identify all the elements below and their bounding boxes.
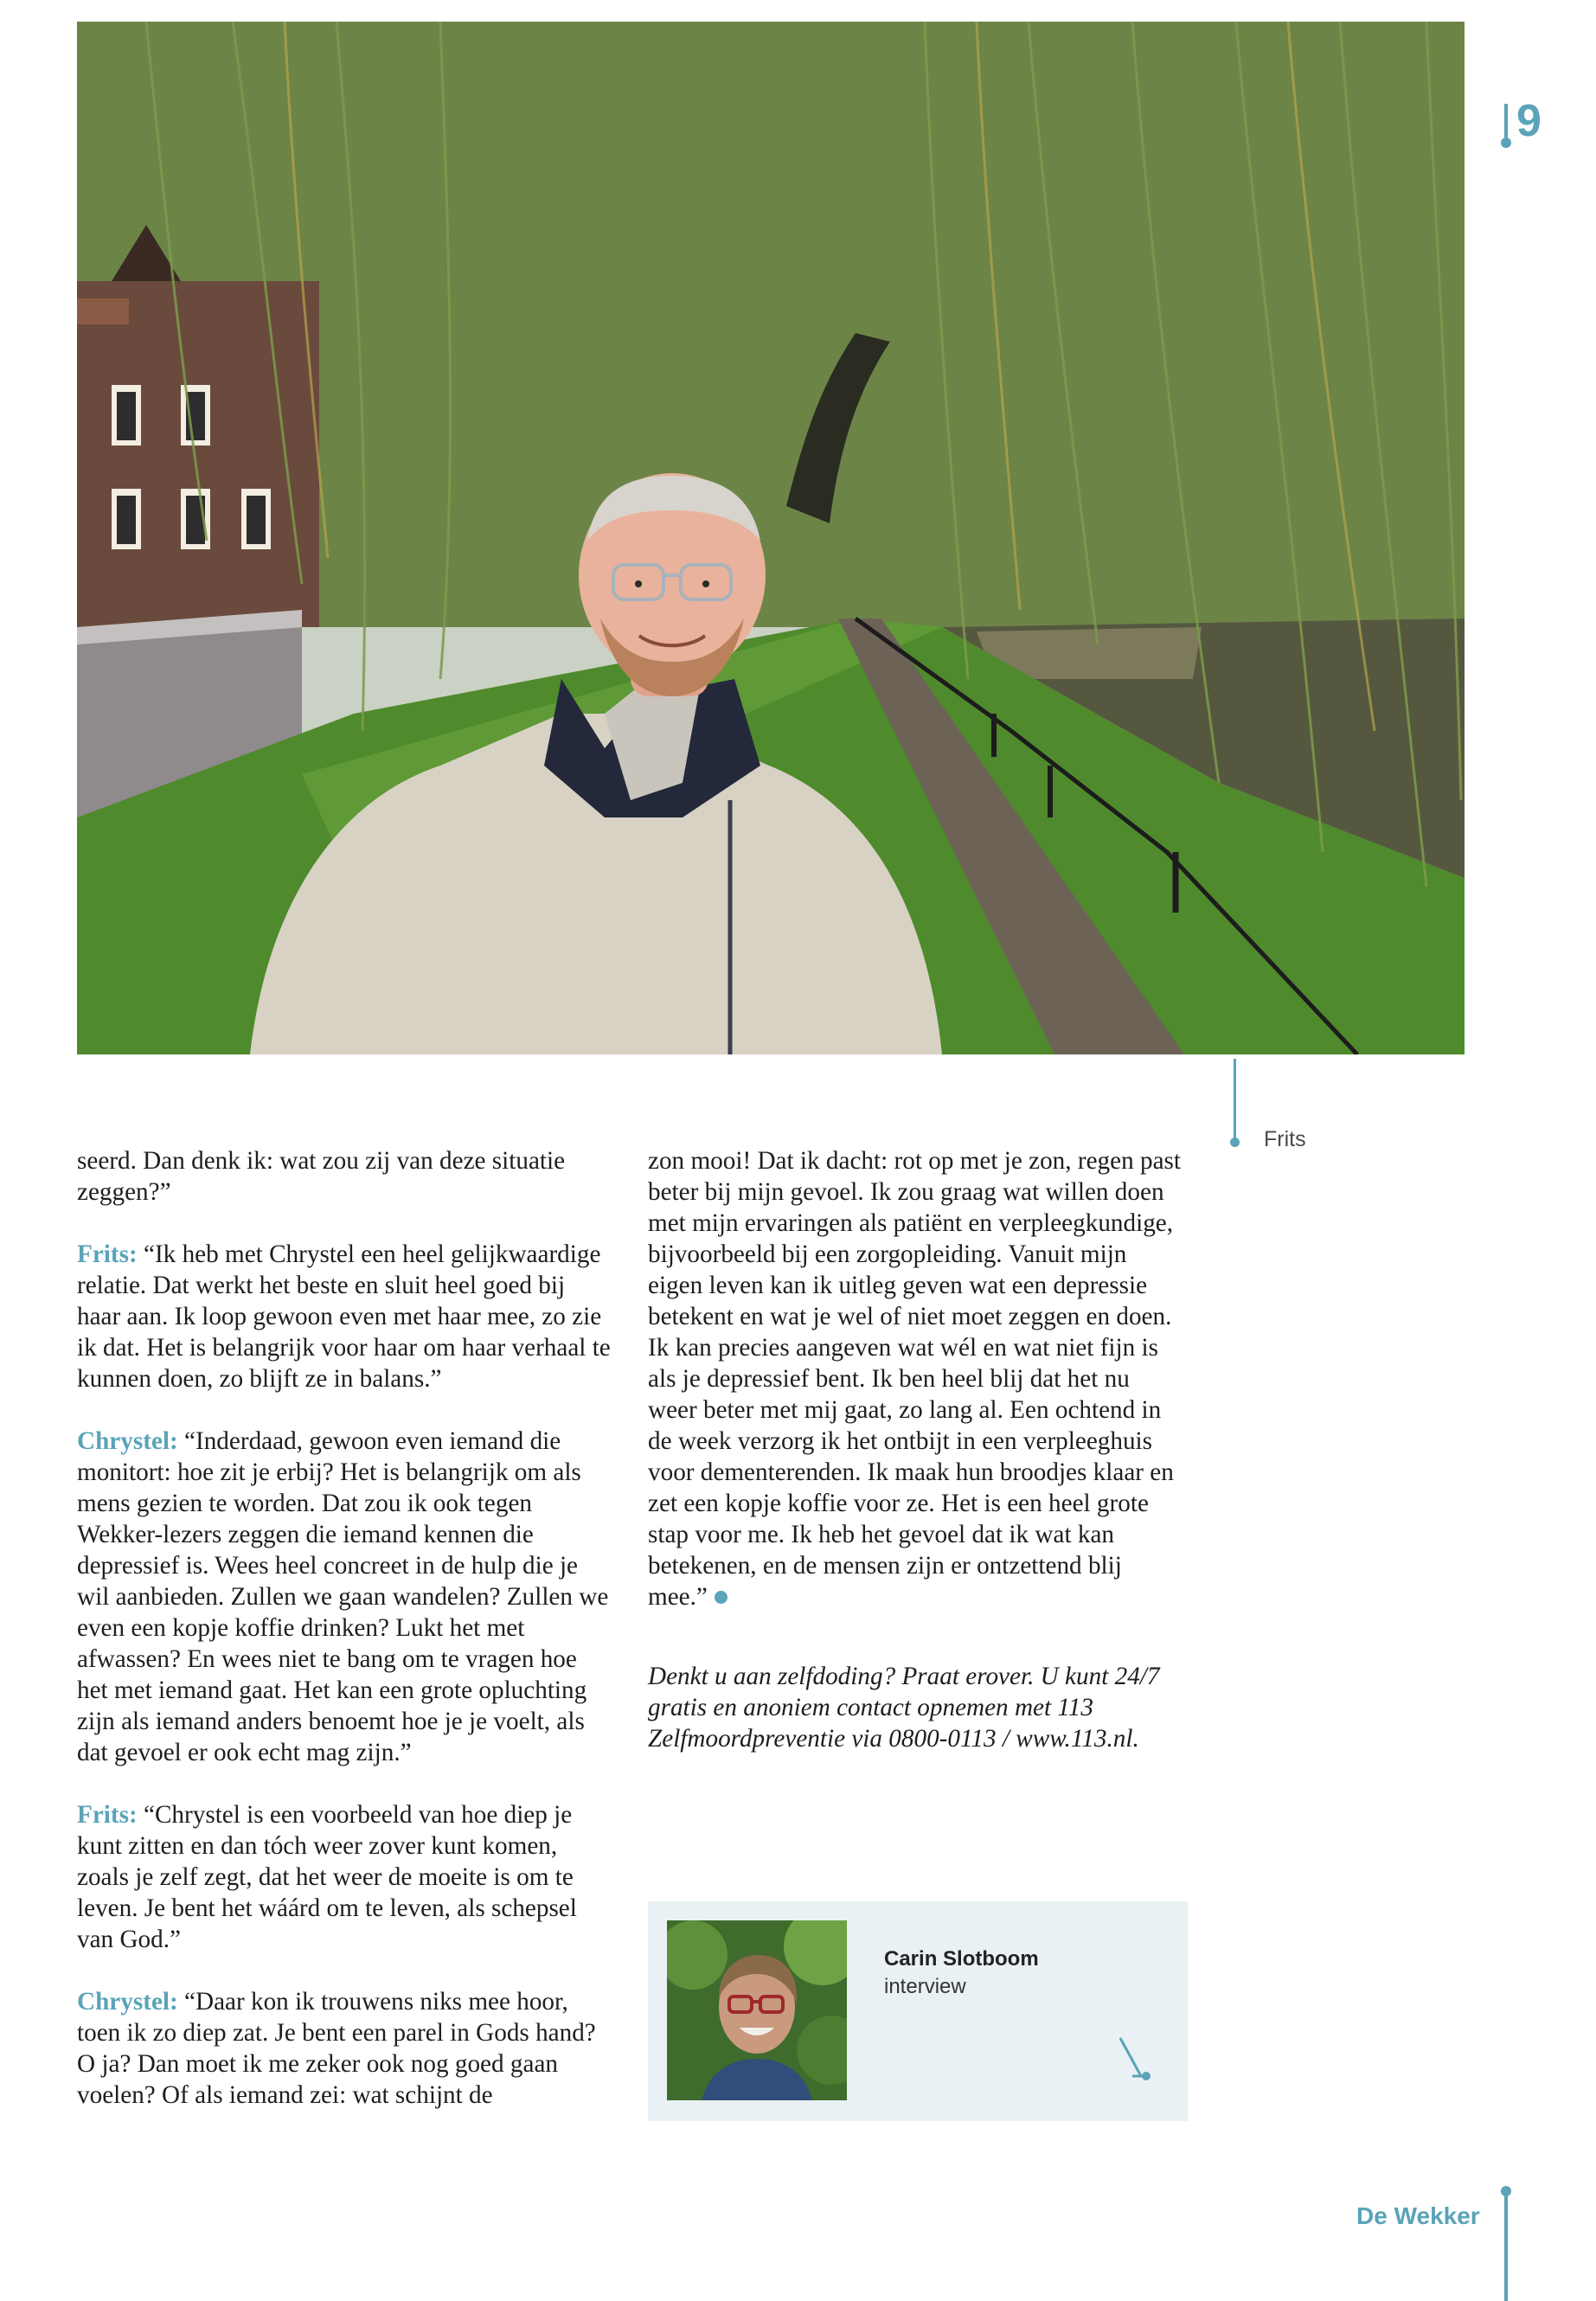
- photo-caption: Frits: [1264, 1127, 1306, 1151]
- paragraph: seerd. Dan denk ik: wat zou zij van deze situatie zeggen?”: [77, 1147, 566, 1206]
- paragraph: Frits: “Chrystel is een voorbeeld van hoe diep je kunt zitten en dan tóch weer zover kunt komen, zoals je zelf zegt, dat het weer de moeite is om te leven. Je bent het wáárd om te leven, als schepsel van God.”: [77, 1801, 577, 1953]
- portrait-photo: [77, 22, 1465, 1054]
- footer-line: [1504, 2189, 1508, 2301]
- speaker-label: Frits:: [77, 1801, 138, 1829]
- author-role: interview: [884, 1975, 966, 1998]
- page-number-line: [1504, 104, 1508, 142]
- speaker-label: Chrystel:: [77, 1427, 178, 1455]
- end-of-article-dot: [715, 1591, 727, 1604]
- caption-dot: [1230, 1138, 1240, 1147]
- credit-box: [648, 1901, 1188, 2121]
- paragraph: Chrystel: “Inderdaad, gewoon even iemand die monitort: hoe zit je erbij? Het is belangrijk om als mens gezien te worden. Dat zou ik ook tegen Wekker-lezers zeggen die iemand kennen die depressief is. Wees heel concreet in de hulp die je wil aanbieden. Zullen we gaan wandelen? Zullen we even een kopje koffie drinken? Lukt het met afwassen? En wees niet te bang om te vragen hoe het met iemand gaat. Het kan een grote opluchting zijn als iemand anders benoemt hoe je je voelt, als dat gevoel er ook echt mag zijn.”: [77, 1427, 609, 1766]
- pen-mark-icon: [1113, 2033, 1157, 2085]
- caption-line: [1234, 1059, 1236, 1142]
- article-column-right: [648, 1145, 1184, 1785]
- helpline-note: Denkt u aan zelfdoding? Praat erover. U kunt 24/7 gratis en anoniem contact opnemen met 113 Zelfmoordpreventie via 0800-0113 / www.113.nl.: [648, 1663, 1160, 1753]
- article-column-left: [77, 1145, 613, 2142]
- page-number: 9: [1516, 96, 1542, 146]
- author-name: Carin Slotboom: [884, 1947, 1039, 1971]
- author-photo: [667, 1920, 847, 2100]
- speaker-label: Chrystel:: [77, 1988, 178, 2016]
- speaker-label: Frits:: [77, 1240, 138, 1268]
- paragraph: zon mooi! Dat ik dacht: rot op met je zon, regen past beter bij mijn gevoel. Ik zou graag wat willen doen met mijn ervaringen als patiënt en verpleegkundige, bijvoorbeeld bij een zorgopleiding. Vanuit mijn eigen leven kan ik uitleg geven wat een depressie betekent en wat je wel of niet moet zeggen en doen. Ik kan precies aangeven wat wél en wat niet fijn is als je depressief bent. Ik ben heel blij dat het nu weer beter met mij gaat, zo lang al. Een ochtend in de week verzorg ik het ontbijt in een verpleeghuis voor dementerenden. Ik maak hun broodjes klaar en zet een kopje koffie voor ze. Het is een heel grote stap voor me. Ik heb het gevoel dat ik wat kan betekenen, en de mensen zijn er ontzettend blij mee.”: [648, 1147, 1182, 1611]
- paragraph: Frits: “Ik heb met Chrystel een heel gelijkwaardige relatie. Dat werkt het beste en sluit heel goed bij haar aan. Ik loop gewoon even met haar mee, zo zie ik dat. Het is belangrijk voor haar om haar verhaal te kunnen doen, zo blijft ze in balans.”: [77, 1240, 611, 1393]
- paragraph: Chrystel: “Daar kon ik trouwens niks mee hoor, toen ik zo diep zat. Je bent een parel in Gods hand? O ja? Dan moet ik me zeker ook nog goed gaan voelen? Of als iemand zei: wat schijnt de: [77, 1988, 596, 2109]
- publication-name: De Wekker: [1356, 2202, 1480, 2229]
- page-number-dot: [1501, 138, 1511, 148]
